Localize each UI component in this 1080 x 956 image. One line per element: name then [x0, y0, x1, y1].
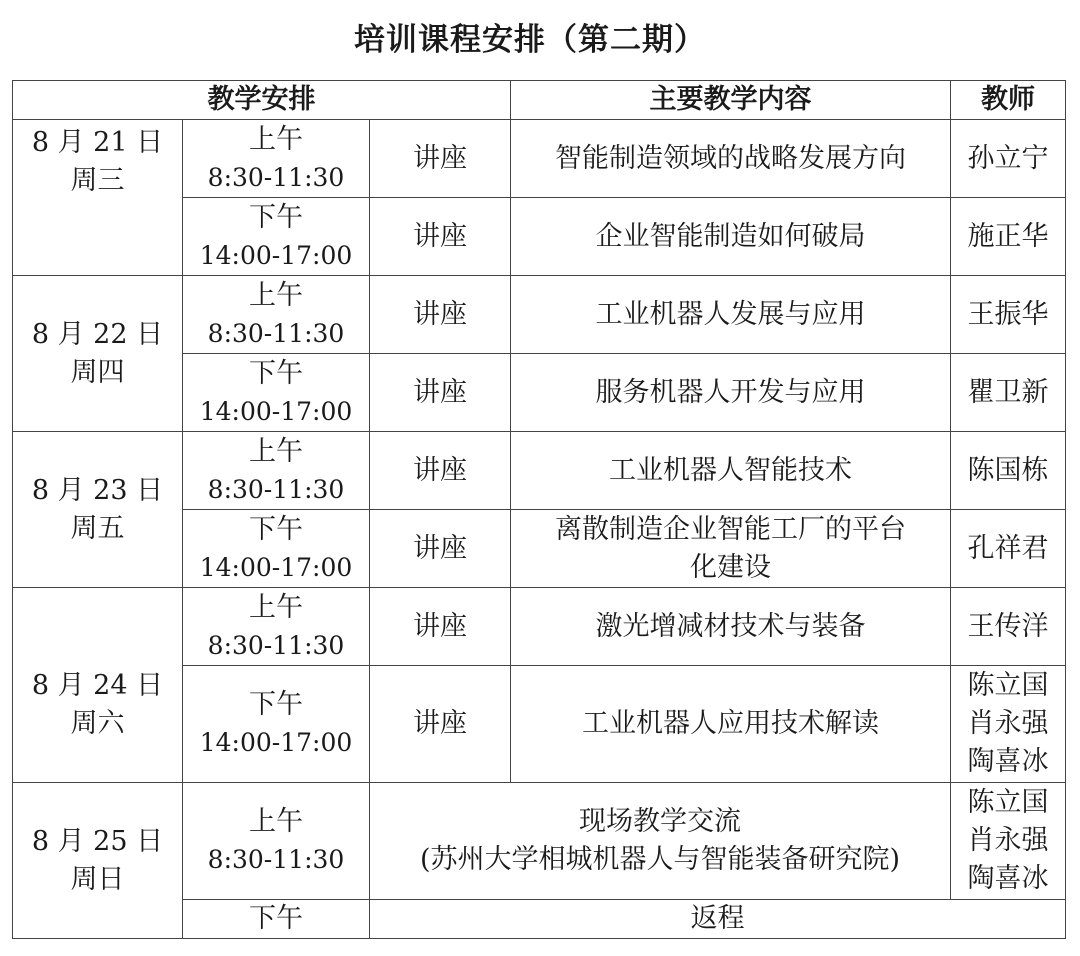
- table-row: [13, 120, 1066, 198]
- session-content: [511, 510, 951, 588]
- teacher-cell: [951, 120, 1066, 198]
- teacher-name: 孔祥君: [967, 532, 1049, 564]
- header-row: [13, 81, 1066, 120]
- teacher-cell: [951, 276, 1066, 354]
- time-range: 8:30-11:30: [207, 474, 345, 504]
- session-content: [370, 900, 1066, 939]
- content-line: 激光增减材技术与装备: [595, 610, 866, 642]
- teacher-cell: [951, 783, 1066, 900]
- teacher-cell: [951, 432, 1066, 510]
- content-line: 企业智能制造如何破局: [595, 220, 866, 252]
- teacher-cell: [951, 510, 1066, 588]
- period-label: 下午: [249, 357, 303, 389]
- date-cell: [13, 276, 183, 432]
- content-line: 服务机器人开发与应用: [595, 376, 866, 408]
- header-content: 主要教学内容: [511, 81, 951, 120]
- session-type: 讲座: [370, 588, 511, 666]
- table-row: [13, 432, 1066, 510]
- weekday-label: 周日: [70, 863, 125, 895]
- content-line: 现场教学交流: [579, 806, 741, 837]
- teacher-cell: [951, 354, 1066, 432]
- teacher-name: 陶喜冰: [967, 746, 1049, 777]
- time-range: 14:00-17:00: [199, 396, 353, 426]
- content-line: 返程: [690, 903, 745, 934]
- teacher-name: 陈国栋: [967, 454, 1049, 486]
- content-line: 化建设: [690, 551, 772, 583]
- session-content: [370, 783, 951, 900]
- date-label: 8 月 22 日: [31, 318, 164, 350]
- time-cell: [183, 354, 370, 432]
- session-type: 讲座: [370, 354, 511, 432]
- teacher-name: 陈立国: [967, 670, 1049, 701]
- period-label: 上午: [249, 123, 303, 155]
- period-label: 上午: [249, 591, 303, 623]
- period-label: 上午: [249, 435, 303, 467]
- teacher-name: 肖永强: [967, 825, 1049, 856]
- session-content: [511, 198, 951, 276]
- header-schedule: 教学安排: [13, 81, 511, 120]
- teacher-name: 肖永强: [967, 708, 1049, 739]
- time-range: 14:00-17:00: [199, 240, 353, 270]
- period-label: 上午: [249, 279, 303, 311]
- session-content: [511, 120, 951, 198]
- session-content: [511, 432, 951, 510]
- content-line: 工业机器人智能技术: [609, 454, 853, 486]
- time-cell: [183, 276, 370, 354]
- content-line: 工业机器人应用技术解读: [582, 708, 880, 739]
- time-range: 8:30-11:30: [207, 630, 345, 660]
- weekday-label: 周四: [70, 356, 125, 388]
- session-content: [511, 276, 951, 354]
- content-line: 智能制造领域的战略发展方向: [555, 142, 907, 174]
- time-cell: [183, 588, 370, 666]
- teacher-name: 王传洋: [967, 610, 1049, 642]
- page-title: 培训课程安排（第二期）: [354, 22, 706, 58]
- period-label: 下午: [249, 513, 303, 545]
- content-line: 工业机器人发展与应用: [595, 298, 866, 330]
- teacher-cell: [951, 198, 1066, 276]
- teacher-name: 陈立国: [967, 787, 1049, 818]
- schedule-table: [12, 80, 1066, 939]
- teacher-name: 孙立宁: [967, 142, 1049, 174]
- date-cell: [13, 432, 183, 588]
- date-label: 8 月 21 日: [31, 126, 164, 158]
- time-cell: [183, 432, 370, 510]
- teacher-name: 瞿卫新: [967, 376, 1049, 408]
- teacher-name: 施正华: [967, 220, 1049, 252]
- period-label: 下午: [249, 903, 303, 934]
- period-label: 上午: [249, 806, 303, 837]
- time-range: 14:00-17:00: [199, 552, 353, 582]
- time-cell: [183, 666, 370, 783]
- time-cell: [183, 198, 370, 276]
- table-row: [13, 276, 1066, 354]
- time-range: 8:30-11:30: [207, 162, 345, 192]
- date-cell: [13, 783, 183, 939]
- time-cell: [183, 510, 370, 588]
- session-type: 讲座: [370, 198, 511, 276]
- session-type: 讲座: [370, 510, 511, 588]
- teacher-name: 王振华: [967, 298, 1049, 330]
- time-cell: [183, 900, 370, 939]
- session-content: [511, 588, 951, 666]
- weekday-label: 周六: [70, 708, 125, 739]
- weekday-label: 周五: [70, 512, 125, 544]
- session-type: 讲座: [370, 432, 511, 510]
- period-label: 下午: [249, 689, 303, 720]
- date-label: 8 月 23 日: [31, 474, 164, 506]
- time-range: 8:30-11:30: [207, 318, 345, 348]
- content-line: (苏州大学相城机器人与智能装备研究院): [419, 844, 901, 875]
- session-content: [511, 666, 951, 783]
- date-label: 8 月 24 日: [31, 670, 164, 701]
- session-content: [511, 354, 951, 432]
- header-teacher: 教师: [951, 81, 1066, 120]
- date-cell: [13, 588, 183, 783]
- time-cell: [183, 783, 370, 900]
- teacher-cell: [951, 666, 1066, 783]
- content-line: 离散制造企业智能工厂的平台: [555, 513, 907, 545]
- session-type: 讲座: [370, 666, 511, 783]
- table-row: [13, 588, 1066, 666]
- date-cell: [13, 120, 183, 276]
- session-type: 讲座: [370, 120, 511, 198]
- time-range: 14:00-17:00: [199, 728, 353, 757]
- weekday-label: 周三: [70, 164, 125, 196]
- time-cell: [183, 120, 370, 198]
- date-label: 8 月 25 日: [31, 825, 164, 857]
- teacher-cell: [951, 588, 1066, 666]
- time-range: 8:30-11:30: [207, 845, 345, 874]
- session-type: 讲座: [370, 276, 511, 354]
- teacher-name: 陶喜冰: [967, 863, 1049, 894]
- period-label: 下午: [249, 201, 303, 233]
- table-row: [13, 783, 1066, 900]
